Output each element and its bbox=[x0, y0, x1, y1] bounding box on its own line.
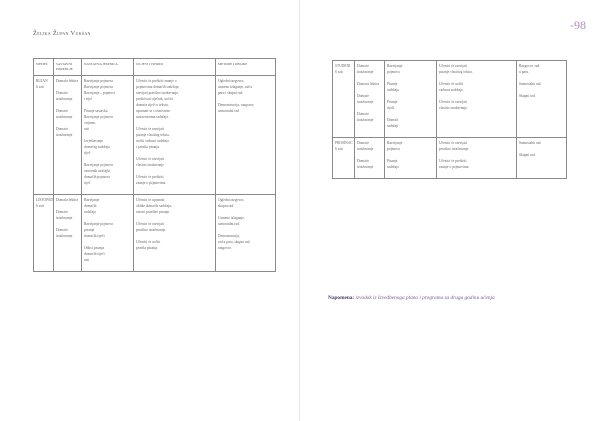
cell-line: 6 sati bbox=[335, 147, 343, 151]
cell-line: Domaće bbox=[357, 159, 369, 163]
cell-line: uočiti važnost sadržaja bbox=[136, 139, 169, 143]
cell-line: Razvijanje pojmova bbox=[84, 115, 113, 119]
cell-line: i pravila pisanja. bbox=[136, 145, 160, 149]
cell-group bbox=[357, 140, 382, 152]
cell-line: Pisanje bbox=[387, 100, 398, 104]
header-cell: SJEDEĆ bbox=[34, 59, 54, 76]
table-cell bbox=[517, 138, 567, 179]
cell-line: usmeno izlaganje, rad u bbox=[218, 85, 253, 89]
cell-line: Domaća lektira bbox=[357, 82, 380, 86]
cell-line: sadržaja bbox=[387, 88, 399, 92]
cell-line: upoznati se s osnovnim bbox=[136, 109, 170, 113]
cell-line: Domaće bbox=[357, 64, 369, 68]
cell-line: Razvijanje bbox=[387, 141, 403, 145]
table-cell bbox=[216, 195, 276, 272]
cell-line: pisanje vlastitog teksta, bbox=[136, 133, 170, 137]
cell-line: pisanje vlastitog teksta. bbox=[439, 70, 473, 74]
header-cell: NASTAVNA JEDINICA bbox=[82, 59, 134, 76]
cell-group bbox=[357, 81, 382, 87]
table-cell bbox=[134, 195, 216, 272]
cell-group bbox=[387, 63, 434, 75]
cell-group bbox=[84, 138, 131, 156]
cell-line: pojmova bbox=[387, 147, 400, 151]
cell-group bbox=[387, 117, 434, 129]
cell-group bbox=[439, 158, 514, 170]
cell-line: Demonstracija, razgovor, bbox=[218, 103, 255, 107]
table-cell bbox=[355, 61, 385, 138]
note-text: izvadak iz Izvedbenoga plana i programa za drugu godinu učenja bbox=[355, 295, 495, 301]
cell-group bbox=[519, 81, 564, 87]
cell-line: Oblici pisanja bbox=[84, 246, 105, 250]
cell-line: paru i skupni rad. bbox=[218, 91, 244, 95]
cell-group bbox=[218, 102, 273, 114]
cell-line: samostalni rad bbox=[218, 109, 239, 113]
cell-line: riječ bbox=[84, 151, 91, 155]
cell-line: sadržaja bbox=[84, 210, 96, 214]
cell-line: Ogledni razgovor, bbox=[218, 198, 245, 202]
cell-group bbox=[136, 239, 213, 251]
cell-line: Pisanje bbox=[387, 159, 398, 163]
cell-group bbox=[387, 99, 434, 111]
cell-line: izražavanje bbox=[56, 97, 73, 101]
note-label: Napomena: bbox=[328, 295, 355, 301]
cell-line: oblike domaćih sadržaja, bbox=[136, 204, 172, 208]
cell-line: rad u paru, skupni rad, bbox=[218, 240, 251, 244]
cell-group bbox=[136, 126, 213, 150]
note-line bbox=[328, 295, 495, 301]
cell-line: Razvijanje bbox=[84, 198, 100, 202]
cell-line: Učenici će razvijati bbox=[439, 141, 467, 145]
cell-line: Ogledni razgovor, bbox=[218, 79, 245, 83]
cell-line: Domaće bbox=[357, 141, 369, 145]
cell-line: u paru. bbox=[519, 70, 529, 74]
cell-line: Učenici će proširiti znanje o bbox=[136, 79, 177, 83]
cell-group bbox=[357, 111, 382, 123]
cell-group bbox=[56, 90, 79, 102]
cell-line: izražavanje bbox=[357, 118, 374, 122]
right-curriculum-table bbox=[332, 60, 567, 179]
cell-line: sastavnicama sadržaja. bbox=[136, 115, 169, 119]
header-cell: CILJEVI I ISHODI bbox=[134, 59, 216, 76]
cell-line: 6 sati bbox=[36, 204, 44, 208]
cell-group bbox=[357, 158, 382, 170]
cell-line: Učenici će uočiti bbox=[136, 240, 161, 244]
cell-line: Domaća lektira bbox=[56, 79, 79, 83]
table-header-row bbox=[34, 59, 276, 76]
cell-group bbox=[519, 140, 564, 146]
header-cell: METODE I OBLIKE bbox=[216, 59, 276, 76]
cell-line: osnovnih značajki bbox=[84, 169, 111, 173]
cell-line: pojmova bbox=[387, 70, 400, 74]
cell-line: Domaća lektira bbox=[56, 198, 79, 202]
cell-line: i riječ bbox=[84, 97, 93, 101]
cell-line: razviti pravilno pisanje. bbox=[136, 210, 171, 214]
header-cell: SASTAVNI POREDCJE bbox=[54, 59, 82, 76]
cell-group bbox=[136, 197, 213, 215]
cell-line: RUJAN bbox=[36, 79, 48, 83]
cell-line: proširivati riječnik, uočiti bbox=[136, 97, 173, 101]
cell-line: Razgovor, rad bbox=[519, 64, 540, 68]
cell-group bbox=[357, 93, 382, 105]
cell-group bbox=[84, 78, 131, 102]
cell-line: Učenici će proširiti bbox=[136, 175, 164, 179]
cell-line: Pisanje sastavka bbox=[84, 109, 108, 113]
cell-group bbox=[136, 156, 213, 168]
cell-line: pravila pisanja. bbox=[136, 246, 158, 250]
cell-line: riječi bbox=[387, 106, 395, 110]
cell-line: pravilno izražavanje. bbox=[439, 147, 470, 151]
cell-group bbox=[519, 93, 564, 99]
table-row bbox=[34, 76, 276, 195]
cell-group bbox=[84, 162, 131, 186]
cell-group bbox=[218, 78, 273, 96]
table-cell bbox=[385, 138, 437, 179]
cell-line: Samostalni rad. bbox=[519, 141, 542, 145]
cell-line: izražavanje bbox=[56, 133, 73, 137]
cell-line: domaće riječi u tekstu, bbox=[136, 103, 169, 107]
cell-group bbox=[84, 108, 131, 132]
table-row bbox=[34, 195, 276, 272]
cell-group bbox=[84, 221, 131, 239]
cell-line: sati bbox=[84, 127, 89, 131]
cell-line: Demonstracija, bbox=[218, 234, 240, 238]
cell-line: važnost sadržaja. bbox=[439, 88, 464, 92]
cell-line: riječ bbox=[84, 181, 91, 185]
cell-line: izražavanje bbox=[56, 216, 73, 220]
cell-line: izražavanje bbox=[357, 165, 374, 169]
cell-line: Razvijanje bbox=[387, 64, 403, 68]
cell-line: Domaće bbox=[357, 94, 369, 98]
cell-group bbox=[56, 209, 79, 221]
cell-group bbox=[56, 78, 79, 84]
cell-line: pojmovima domaćih sadržaja, bbox=[136, 85, 180, 89]
table-cell bbox=[333, 138, 355, 179]
cell-line: razgovor. bbox=[218, 246, 232, 250]
cell-line: razvijati pravilno izražavanje, bbox=[136, 91, 179, 95]
cell-line: LISTOPAD bbox=[36, 198, 53, 202]
cell-line: izražavanje bbox=[357, 147, 374, 151]
table-row bbox=[333, 138, 567, 179]
table-cell bbox=[216, 76, 276, 195]
cell-line: sadržaja bbox=[387, 165, 399, 169]
cell-group bbox=[84, 197, 131, 215]
cell-line: sati bbox=[84, 258, 89, 262]
cell-line: izražavanje bbox=[357, 70, 374, 74]
cell-line: samostalni rad. bbox=[218, 222, 240, 226]
cell-line: domaćih pojmova bbox=[84, 175, 110, 179]
cell-group bbox=[439, 81, 514, 93]
cell-group bbox=[56, 227, 79, 239]
cell-line: Učenici će uočiti bbox=[439, 82, 464, 86]
cell-line: pravilno izražavanje. bbox=[136, 228, 167, 232]
cell-line: Pisanje bbox=[387, 82, 398, 86]
table-cell bbox=[82, 76, 134, 195]
table-row bbox=[333, 61, 567, 138]
cell-line: Učenici će razvijati bbox=[439, 100, 467, 104]
cell-line: Domaće bbox=[56, 228, 68, 232]
cell-line: vlastito izražavanje. bbox=[439, 106, 468, 110]
cell-group bbox=[84, 245, 131, 263]
cell-line: 6 sati bbox=[335, 70, 343, 74]
cell-line: Domaće bbox=[357, 112, 369, 116]
cell-group bbox=[387, 81, 434, 93]
cell-group bbox=[218, 233, 273, 251]
cell-line: skupni rad. bbox=[218, 204, 234, 208]
cell-group bbox=[387, 158, 434, 170]
cell-line: PROSINAC bbox=[335, 141, 353, 145]
cell-line: Učenici će razvijati bbox=[439, 64, 467, 68]
table-cell bbox=[82, 195, 134, 272]
cell-line: znanje o pojmovima bbox=[136, 181, 166, 185]
cell-line: domaćeg sadržaja bbox=[84, 145, 110, 149]
cell-line: izražavanje bbox=[56, 234, 73, 238]
cell-line: Učenici će razvijati bbox=[136, 157, 164, 161]
cell-line: sadržaji bbox=[387, 124, 399, 128]
cell-line: Domaće bbox=[56, 91, 68, 95]
left-curriculum-table bbox=[33, 58, 276, 272]
cell-line: Učenici će razvijati bbox=[136, 127, 164, 131]
cell-group bbox=[439, 140, 514, 152]
cell-line: domaćih riječi bbox=[84, 234, 105, 238]
table-cell bbox=[54, 195, 82, 272]
cell-group bbox=[519, 63, 564, 75]
cell-line: Razvijanje pojmova bbox=[84, 85, 113, 89]
cell-line: Razvijanje pojmova bbox=[84, 163, 113, 167]
cell-group bbox=[218, 215, 273, 227]
cell-line: STUDENI bbox=[335, 64, 351, 68]
table-cell bbox=[134, 76, 216, 195]
cell-group bbox=[387, 140, 434, 152]
cell-line: 6 sati bbox=[36, 85, 44, 89]
cell-group bbox=[136, 174, 213, 186]
cell-line: Skupni rad. bbox=[519, 153, 536, 157]
cell-line: Samostalni rad. bbox=[519, 82, 542, 86]
table-cell bbox=[355, 138, 385, 179]
cell-line: Domaće bbox=[56, 210, 68, 214]
table-cell bbox=[54, 76, 82, 195]
cell-group bbox=[136, 221, 213, 233]
cell-line: Izvještavanje bbox=[84, 139, 103, 143]
cell-line: Razvijanje pojmova bbox=[84, 222, 113, 226]
cell-line: Razvijanje – pojmovi bbox=[84, 91, 115, 95]
cell-line: Skupni rad. bbox=[519, 94, 536, 98]
table-cell bbox=[517, 61, 567, 138]
cell-line: Domaći bbox=[387, 118, 399, 122]
cell-group bbox=[519, 152, 564, 158]
cell-line: vlastito izražavanje bbox=[136, 163, 164, 167]
author-name: Željka Župan Vukšan bbox=[33, 30, 91, 37]
table-cell bbox=[333, 61, 355, 138]
cell-group bbox=[439, 63, 514, 75]
table-cell bbox=[437, 61, 517, 138]
cell-group bbox=[56, 197, 79, 203]
cell-line: Domaće bbox=[56, 109, 68, 113]
cell-line: vrijeme, bbox=[84, 121, 96, 125]
cell-line: Domaće bbox=[56, 127, 68, 131]
cell-group bbox=[56, 108, 79, 120]
table-cell bbox=[34, 195, 54, 272]
cell-line: Razvijanje pojmova bbox=[84, 79, 113, 83]
cell-group bbox=[218, 197, 273, 209]
table-cell bbox=[385, 61, 437, 138]
cell-line: pisanje bbox=[84, 228, 95, 232]
cell-line: domaćih bbox=[84, 204, 97, 208]
cell-line: Učenici će proširiti bbox=[439, 159, 467, 163]
cell-line: Učenici će upoznati bbox=[136, 198, 165, 202]
cell-group bbox=[136, 78, 213, 120]
table-cell bbox=[437, 138, 517, 179]
cell-line: Usmeno izlaganje, bbox=[218, 216, 245, 220]
cell-group bbox=[56, 126, 79, 138]
cell-group bbox=[439, 99, 514, 111]
table-cell bbox=[34, 76, 54, 195]
cell-line: izražavanje bbox=[56, 115, 73, 119]
cell-line: Učenici će razvijati bbox=[136, 222, 164, 226]
page-number: -98 bbox=[570, 18, 586, 32]
cell-group bbox=[357, 63, 382, 75]
cell-line: domaćih riječi bbox=[84, 252, 105, 256]
cell-line: znanje o pojmovima. bbox=[439, 165, 470, 169]
cell-line: izražavanje bbox=[357, 100, 374, 104]
